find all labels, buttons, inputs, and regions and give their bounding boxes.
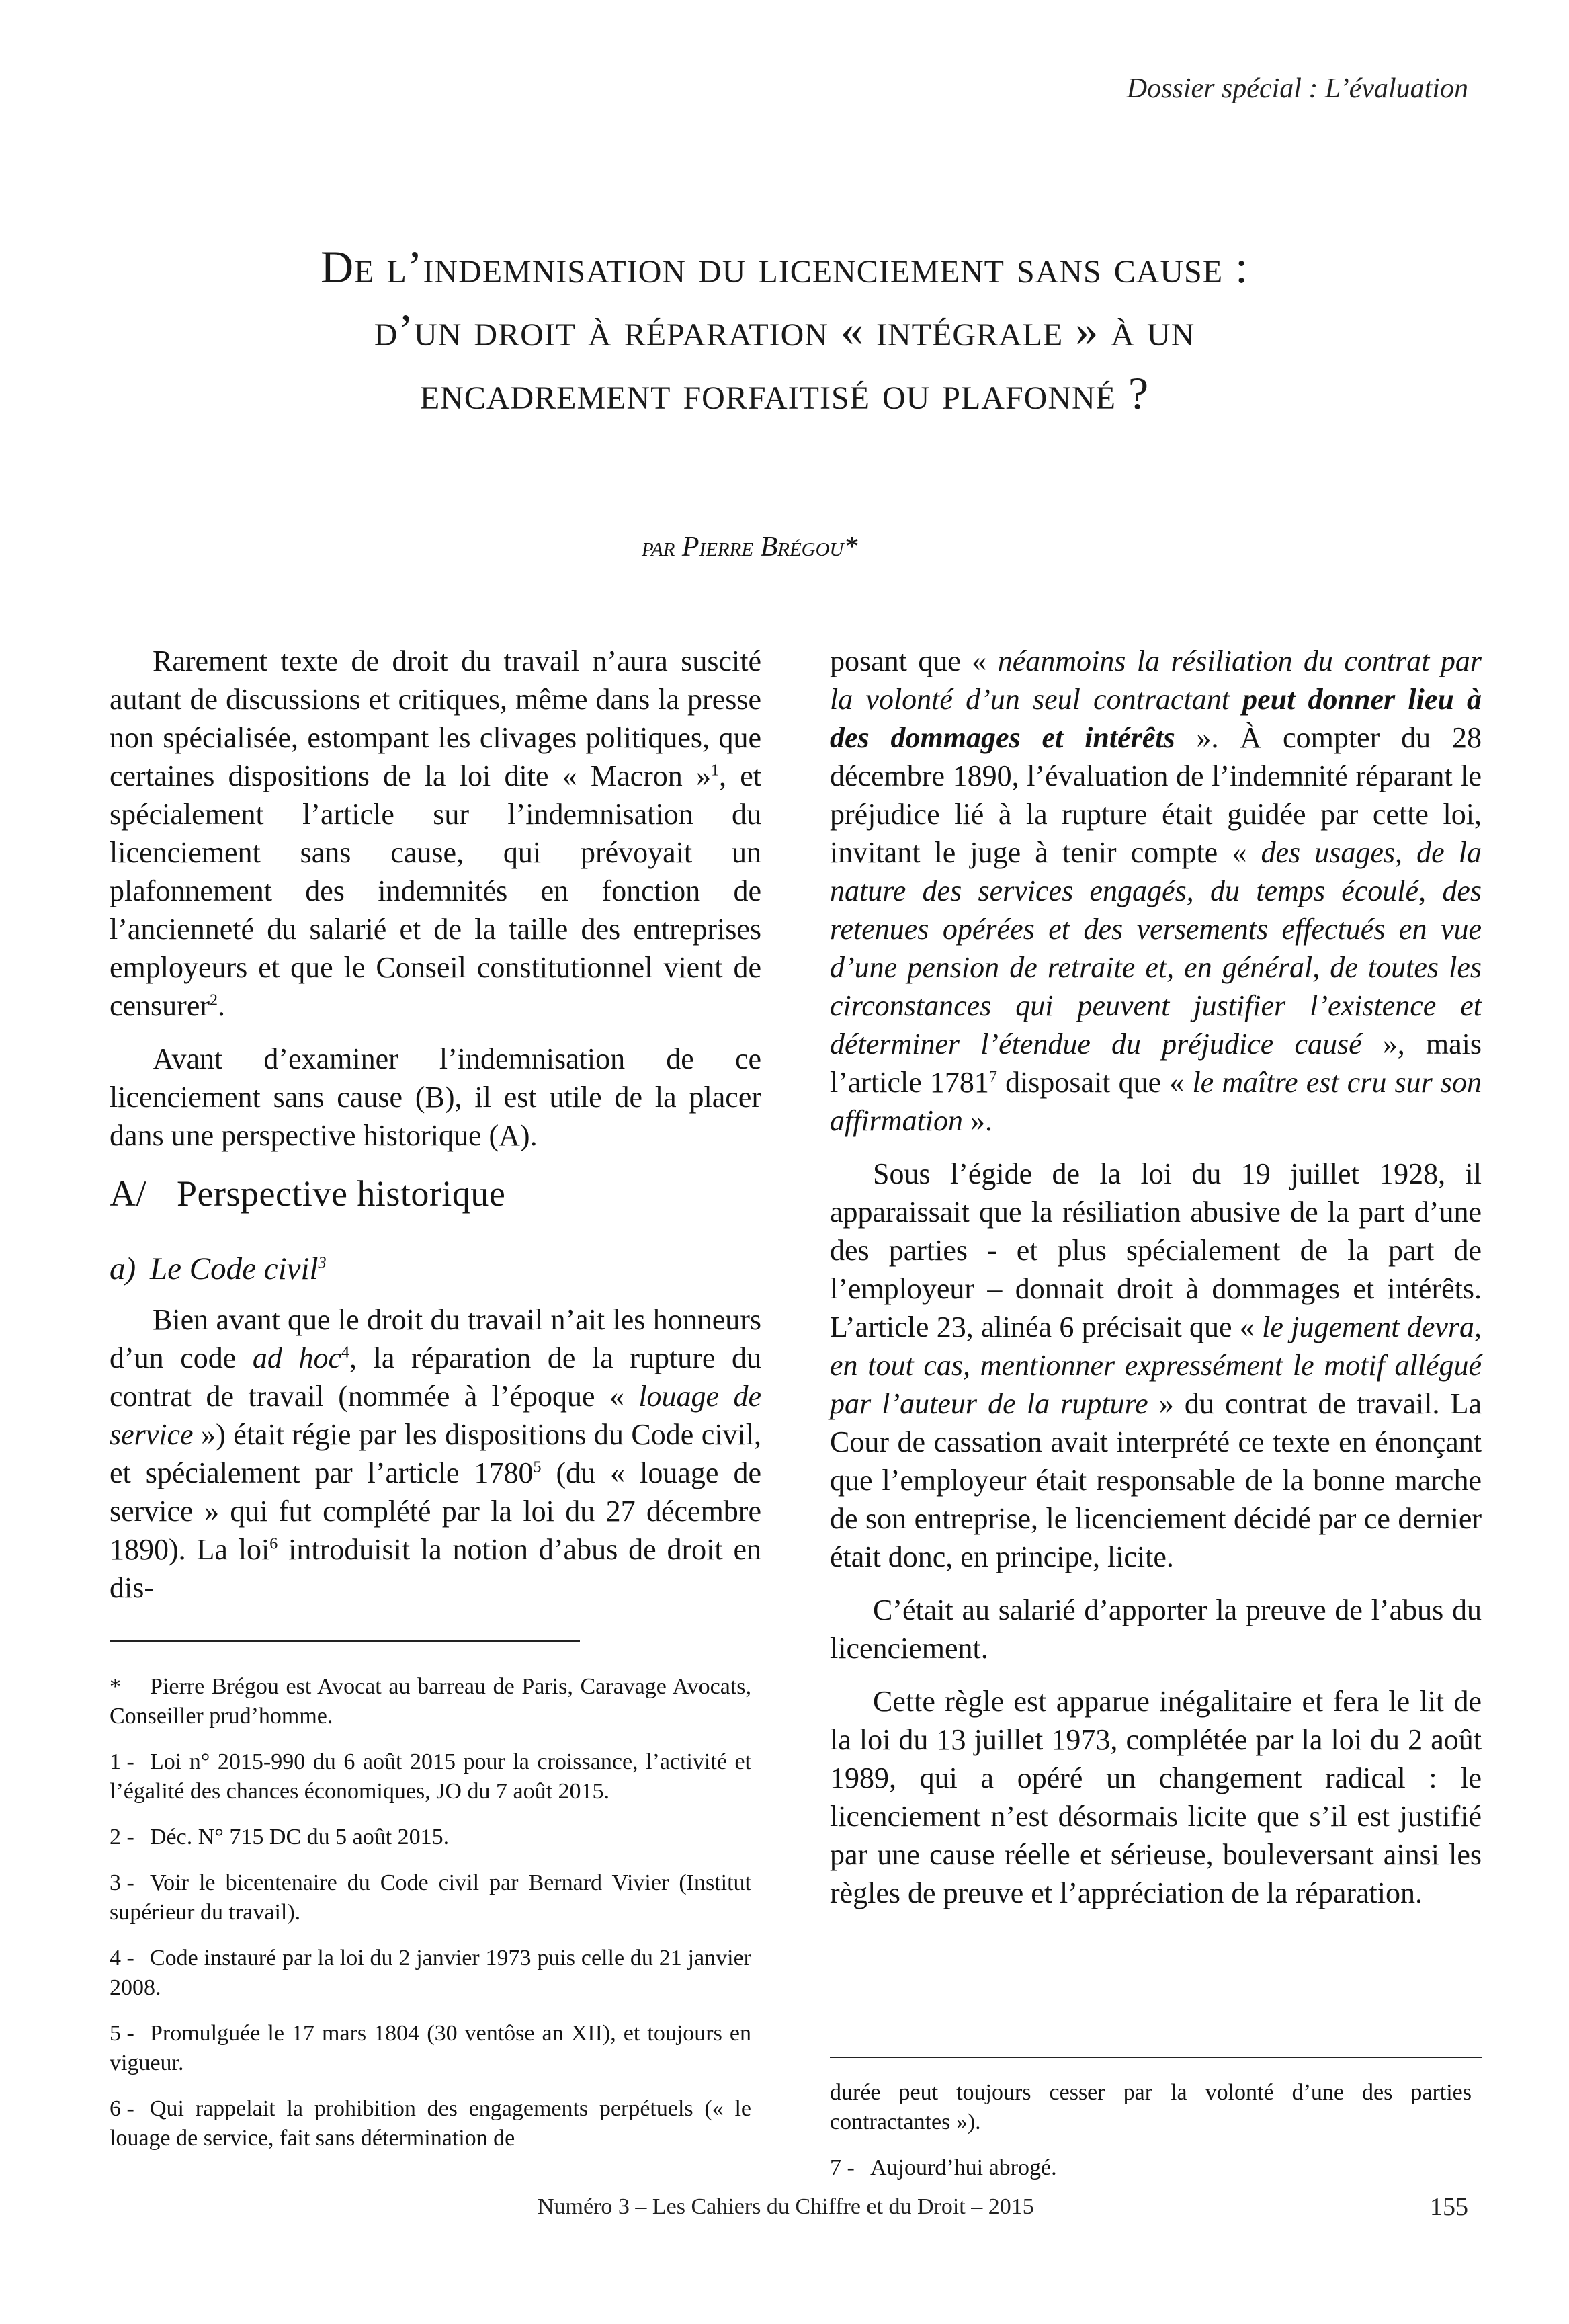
paragraph-plan: Avant d’examiner l’indemnisation de ce licenciement sans cause (B), il est utile de la placer dans une perspective historique (A). [110,1042,761,1152]
footnote-ref: 3 [318,1254,327,1272]
footnote-7: 7 - Aujourd’hui abrogé. [830,2155,1057,2180]
paragraph-loi-1928: Sous l’égide de la loi du 19 juillet 1928, il apparaissait que la résiliation abusive de la part d’une des parties - et plus spécialement de la part de l’employeur – donnait droit à dommages et intérêts. L’article 23, alinéa 6 précisait que « le jugement devra, en tout cas, mentionner expressément le motif allégué par l’auteur de la rupture » du contrat de travail. La Cour de cassation avait interprété ce texte en énonçant que l’employeur était responsable de la bonne marche de son entreprise, le licenciement décidé par ce dernier était donc, en principe, licite. [830,1157,1482,1573]
footnote-ref: 7 [988,1068,997,1086]
footnote-ref: 2 [210,991,218,1009]
author-byline: par Pierre Brégou* [642,532,858,563]
footnote-author: * Pierre Brégou est Avocat au barreau de Paris, Caravage Avocats, Conseiller prud’homme. [110,1674,751,1729]
footnotes-right [830,2057,1472,2199]
right-column [830,642,1482,1927]
footnotes-left [110,1640,751,2169]
footnote-2: 2 - Déc. N° 715 DC du 5 août 2015. [110,1825,450,1850]
article-title [108,235,1461,425]
footnote-6: 6 - Qui rappelait la prohibition des engagements perpétuels (« le louage de service, fait sans détermination de [110,2096,751,2151]
title-line-1: De l’indemnisation du licenciement sans cause : [321,241,1248,292]
footnote-ref: 6 [269,1535,278,1553]
paragraph-intro: Rarement texte de droit du travail n’aura suscité autant de discussions et critiques, même dans la presse non spécialisée, estompant les clivages politiques, que certaines dispositions de la loi dite « Macron »$^1$, et spécialement l’article sur l’indemnisation du licenciement sans cause, qui prévoyait un plafonnement des indemnités en fonction de l’ancienneté du salarié et de la taille des entreprises employeurs et que le Conseil constitutionnel vient de censurer$^2$. [110,645,762,1022]
title-line-2: d’un droit à réparation « intégrale » à un [374,304,1195,356]
footnote-ref: 4 [341,1343,350,1362]
paragraph-preuve: C’était au salarié d’apporter la preuve de l’abus du licenciement. [830,1593,1482,1665]
page-number: 155 [1430,2193,1468,2221]
footnote-rule [830,2057,1482,2058]
footnote-rule [110,1640,580,1642]
footnote-1: 1 - Loi n° 2015-990 du 6 août 2015 pour la croissance, l’activité et l’égalité des chances économiques, JO du 7 août 2015. [110,1749,751,1804]
title-line-3: encadrement forfaitisé ou plafonné ? [419,368,1150,419]
left-column [110,642,761,1622]
journal-footer: Numéro 3 – Les Cahiers du Chiffre et du Droit – 2015 [538,2194,1034,2219]
running-header: Dossier spécial : L’évaluation [1126,73,1468,104]
subsection-heading-a: a) Le Code civil$^3$ [110,1251,327,1286]
paragraph-loi-1890: posant que « néanmoins la résiliation du contrat par la volonté d’un seul contractant peut donner lieu à des dommages et intérêts ». À compter du 28 décembre 1890, l’évaluation de l’indemnité réparant le préjudice lié à la rupture était guidée par cette loi, invitant le juge à tenir compte « des usages, de la nature des services engagés, du temps écoulé, des retenues opérées et des versements effectués en vue d’une pension de retraite et, en général, de toutes les circonstances qui peuvent justifier l’existence et déterminer l’étendue du préjudice causé », mais l’article 1781$^7$ disposait que « le maître est cru sur son affirmation ». [830,645,1482,1137]
section-heading-a: A/ Perspective historique [110,1173,506,1214]
footnote-6-continued: durée peut toujours cesser par la volonté d’une des parties contractantes »). [830,2080,1472,2134]
footnote-ref: 1 [711,761,720,780]
footnote-3: 3 - Voir le bicentenaire du Code civil par Bernard Vivier (Institut supérieur du travail). [110,1870,751,1925]
paragraph-loi-1973: Cette règle est apparue inégalitaire et fera le lit de la loi du 13 juillet 1973, complétée par la loi du 2 août 1989, qui a opéré un changement radical : le licenciement n’est désormais licite que s’il est justifié par une cause réelle et sérieuse, bouleversant ainsi les règles de preuve et l’appréciation de la réparation. [830,1685,1482,1909]
paragraph-code-civil: Bien avant que le droit du travail n’ait les honneurs d’un code ad hoc$^4$, la réparation de la rupture du contrat de travail (nommée à l’époque « louage de service ») était régie par les dispositions du Code civil, et spécialement par l’article 1780$^5$ (du « louage de service » qui fut complété par la loi du 27 décembre 1890). La loi$^6$ introduisit la notion d’abus de droit en dis- [110,1303,762,1604]
footnote-5: 5 - Promulguée le 17 mars 1804 (30 ventôse an XII), et toujours en vigueur. [110,2021,751,2075]
footnote-4: 4 - Code instauré par la loi du 2 janvier 1973 puis celle du 21 janvier 2008. [110,1946,751,2000]
footnote-ref: 5 [533,1458,542,1477]
